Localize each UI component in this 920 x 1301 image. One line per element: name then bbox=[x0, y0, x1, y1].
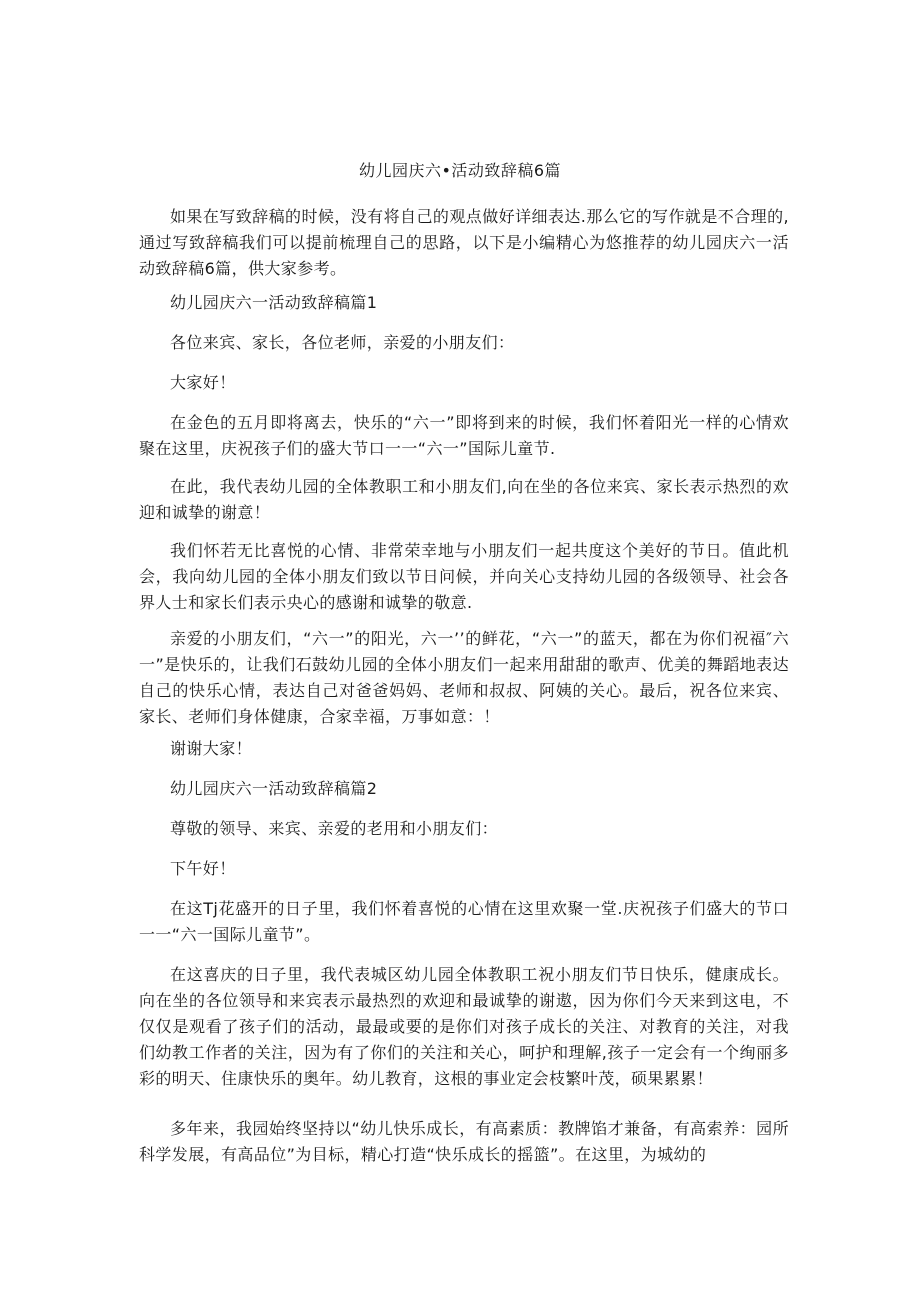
body-paragraph: 在此，我代表幼儿园的全体教职工和小朋友们,向在坐的各位来宾、家长表示热烈的欢迎和诚挚的谢意！ bbox=[139, 477, 789, 522]
body-paragraph: 在这喜庆的日子里，我代表城区幼儿园全体教职工祝小朋友们节日快乐，健康成长。向在坐的各位领导和来宾表示最热烈的欢迎和最诚挚的谢遨，因为你们今天来到这电，不仅仅是观看了孩子们的活动，最最或要的是你们对孩子成长的关注、对教育的关注，对我们幼教工作者的关注，因为有了你们的关注和关心，呵护和理解,孩子一定会有一个绚丽多彩的明天、住康快乐的奥年。幼儿教育，这根的事业定会枝繁叶茂，硕果累累！ bbox=[139, 965, 789, 1088]
greeting-2: 下午好！ bbox=[170, 859, 236, 878]
salutation-2: 尊敬的领导、来宾、亲爱的老用和小朋友们： bbox=[170, 819, 499, 838]
body-paragraph: 亲爱的小朋友们，“六一”的阳光，六一’’的鲜花，“六一”的蓝天，都在为你们祝福″六一”是快乐的，让我们石鼓幼儿园的全体小朋友们一起来用甜甜的歌声、优美的舞蹈地表达自己的快乐心情，表达自己对爸爸妈妈、老师和叔叔、阿姨的关心。最后，祝各位来宾、家长、老师们身体健康，合家幸福，万事如意：！ bbox=[139, 629, 789, 726]
document-title: 幼儿园庆六•活动致辞稿6篇 bbox=[358, 161, 562, 180]
body-paragraph: 多年来，我园始终坚持以“幼儿快乐成长，有高素质：教牌馅才兼备，有高索养：园所科学发展，有高品位”为目标，精心打造“快乐成长的摇篮”。在这里，为城幼的 bbox=[139, 1119, 789, 1164]
body-paragraph: 我们怀若无比喜悦的心情、非常荣幸地与小朋友们一起共度这个美好的节日。值此机会，我向幼儿园的全体小朋友们致以节日问候，并向关心支持幼儿园的各级领导、社会各界人士和家长们表示央心的感谢和诚挚的敬意. bbox=[139, 541, 789, 612]
closing-1: 谢谢大家！ bbox=[170, 739, 253, 758]
section-heading-1: 幼儿园庆六一活动致辞稿篇1 bbox=[170, 293, 378, 312]
salutation-1: 各位来宾、家长，各位老师，亲爱的小朋友们： bbox=[170, 333, 515, 352]
body-paragraph: 在金色的五月即将离去，快乐的“六一”即将到来的时候，我们怀着阳光一样的心情欢聚在这里，庆祝孩子们的盛大节口一一“六一”国际儿童节. bbox=[139, 413, 789, 458]
section-heading-2: 幼儿园庆六一活动致辞稿篇2 bbox=[170, 779, 378, 798]
greeting-1: 大家好！ bbox=[170, 373, 236, 392]
body-paragraph: 在这Tj花盛开的日子里，我们怀着喜悦的心情在这里欢聚一堂.庆祝孩子们盛大的节口一一“六一国际儿童节”。 bbox=[139, 899, 789, 944]
intro-paragraph: 如果在写致辞稿的时候，没有将自己的观点做好详细表达.那么它的写作就是不合理的,通过写致辞稿我们可以提前梳理自己的思路，以下是小编精心为悠推荐的幼儿园庆六一活动致辞稿6篇，供大家参考。 bbox=[139, 207, 789, 278]
